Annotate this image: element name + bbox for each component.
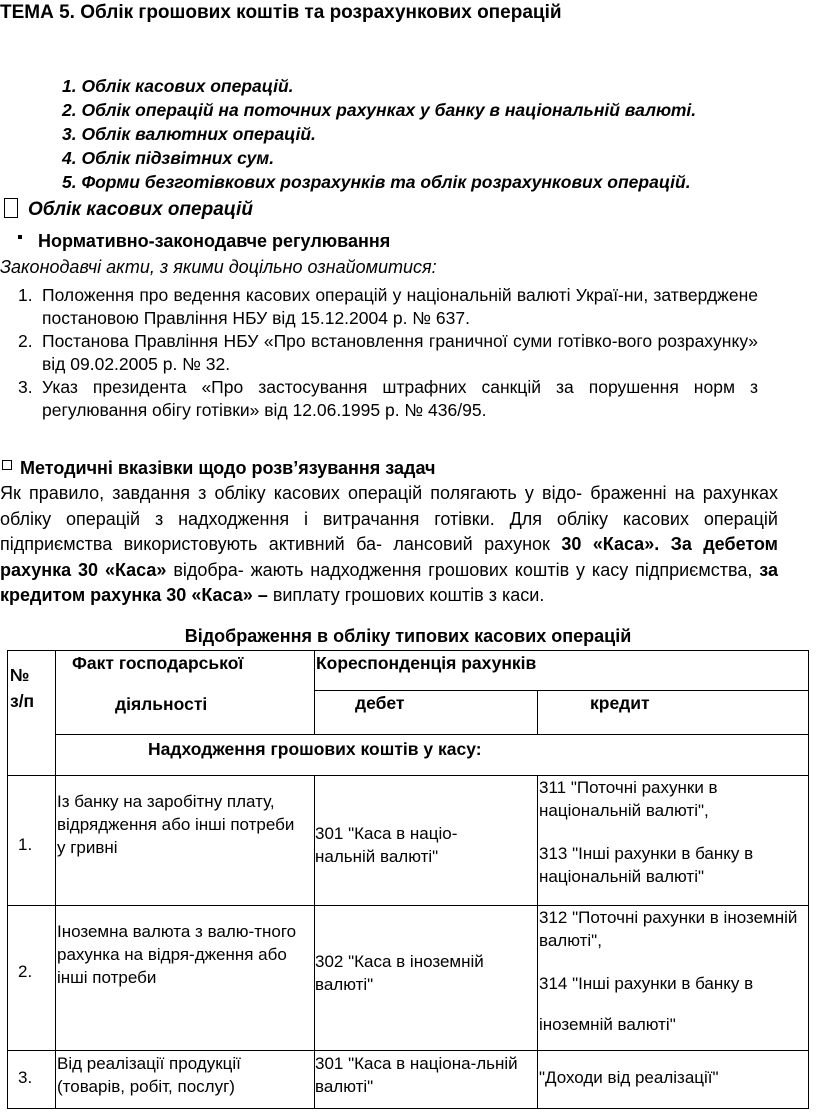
paragraph-text: відобра- жають надходження грошових коштів у касу підприємства,: [166, 559, 760, 580]
law-text: Указ президента «Про застосування штрафних санкцій за порушення норм з регулювання обігу готівки» від 12.06.1995 р. № 436/95.: [42, 377, 758, 420]
header-num: з/п: [10, 691, 35, 711]
table-border: [7, 1050, 809, 1051]
page-title: ТЕМА 5. Облік грошових коштів та розрахункових операцій: [0, 2, 562, 23]
row-credit: 314 "Інші рахунки в банку в: [539, 974, 754, 993]
row-fact: Від реалізації продукції (товарів, робіт, послуг): [57, 1054, 241, 1096]
checkbox-glyph-icon: [4, 198, 18, 218]
table-border: [314, 650, 315, 734]
square-bullet-icon: [2, 460, 12, 470]
table-title: Відображення в обліку типових касових операцій: [184, 626, 632, 646]
row-num: 2.: [18, 962, 33, 981]
section-heading-text: Облік касових операцій: [28, 199, 253, 220]
row-num: 1.: [18, 835, 33, 854]
paragraph-text: виплату грошових коштів з каси.: [267, 585, 545, 605]
method-heading-text: Методичні вказівки щодо розв’язування задач: [20, 458, 436, 478]
method-paragraph: [0, 481, 778, 609]
header-fact: діяльності: [115, 694, 208, 714]
header-num: №: [10, 665, 30, 685]
section-heading: [4, 198, 253, 221]
law-item: [18, 330, 758, 376]
plan-item: 5. Форми безготівкових розрахунків та облік розрахункових операцій.: [62, 172, 691, 192]
law-number: 1.: [18, 285, 33, 305]
laws-intro: Законодавчі акти, з якими доцільно ознайомитися:: [0, 257, 437, 277]
header-debit: дебет: [355, 693, 405, 713]
table-border: [808, 650, 809, 1108]
paragraph-bold: за кредитом рахунка 30 «Каса» –: [0, 559, 778, 605]
row-credit: 311 "Поточні рахунки в національній валюті",: [539, 778, 718, 820]
row-debit: 302 "Каса в іноземній валюті": [315, 952, 484, 994]
row-num: 3.: [18, 1068, 33, 1087]
table-border: [314, 690, 809, 691]
law-text: Постанова Правління НБУ «Про встановлення граничної суми готівко-вого розрахунку» від 09.02.2005 р. № 32.: [42, 331, 758, 374]
plan-item: 2. Облік операцій на поточних рахунках у банку в національній валюті.: [62, 100, 697, 120]
row-fact: Іноземна валюта з валю-тного рахунка на відря-дження або інші потреби: [57, 922, 297, 987]
row-credit: "Доходи від реалізації": [539, 1068, 719, 1087]
plan-item: 3. Облік валютних операцій.: [62, 124, 316, 144]
row-fact: Із банку на заробітну плату, відрядження або інші потреби у гривні: [57, 792, 295, 857]
topic-plan: [62, 74, 696, 194]
row-debit: 301 "Каса в націона-льній валюті": [315, 1054, 518, 1096]
table-border: [537, 775, 538, 1108]
header-credit: кредит: [590, 693, 650, 713]
header-fact: Факт господарської: [72, 653, 244, 673]
row-debit: 301 "Каса в націо-нальній валюті": [315, 824, 458, 866]
paragraph-text: Як правило, завдання з обліку касових операцій полягають у відо- браженні на рахунках обліку операцій з надходження і витрачання готівки. Для обліку касових операцій підприємства використовують активний ба- лансовий рахунок: [0, 483, 778, 554]
law-number: 3.: [18, 377, 33, 397]
method-heading: [2, 458, 435, 479]
row-credit: 312 "Поточні рахунки в іноземній валюті",: [539, 908, 798, 950]
plan-item: 1. Облік касових операцій.: [62, 76, 294, 96]
table-border: [537, 690, 538, 734]
regulation-heading: [18, 231, 390, 252]
row-credit: 313 "Інші рахунки в банку в національній валюті": [539, 844, 754, 886]
paragraph-bold: 30 «Каса». За дебетом рахунка 30 «Каса»: [0, 534, 778, 580]
laws-list: [18, 284, 758, 422]
law-number: 2.: [18, 331, 33, 351]
regulation-heading-text: Нормативно-законодавче регулювання: [38, 231, 391, 251]
plan-item: 4. Облік підзвітних сум.: [62, 148, 275, 168]
table-border: [55, 734, 809, 735]
law-item: [18, 376, 758, 422]
table-border: [7, 1108, 809, 1109]
table-border: [55, 650, 56, 1108]
row-credit: іноземній валюті": [539, 1015, 676, 1034]
header-correspondence: Кореспонденція рахунків: [316, 653, 537, 673]
bullet-icon: [18, 235, 22, 239]
table-border: [7, 650, 8, 1108]
section-row: Надходження грошових коштів у касу:: [148, 739, 482, 759]
law-item: [18, 284, 758, 330]
table-border: [7, 650, 809, 651]
law-text: Положення про ведення касових операцій у національній валюті Украї-ни, затверджене постановою Правління НБУ від 15.12.2004 р. № 637.: [42, 285, 758, 328]
